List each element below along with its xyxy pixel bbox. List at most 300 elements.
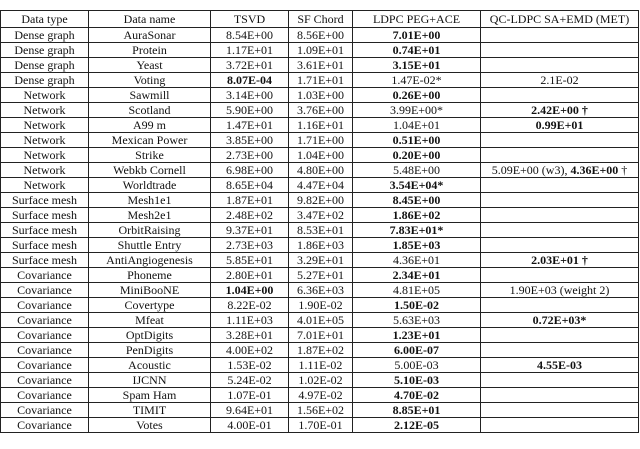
cell-data-type (1, 103, 89, 118)
cell-data-type (1, 178, 89, 193)
cell-value: 1.03E+00 (296, 88, 345, 102)
cell-value: Covariance (17, 388, 72, 402)
cell-value: 8.85E+01 (392, 403, 441, 417)
cell-sf-chord (289, 163, 353, 178)
table-row (1, 268, 639, 283)
cell-value: 2.34E+01 (392, 268, 441, 282)
cell-value: 1.02E-02 (298, 373, 343, 387)
cell-value: Mfeat (135, 313, 164, 327)
cell-value: 1.11E+03 (226, 313, 273, 327)
cell-value: 5.24E-02 (227, 373, 272, 387)
cell-qc-ldpc (481, 268, 639, 283)
cell-qc-ldpc (481, 343, 639, 358)
cell-value: Sawmill (129, 88, 170, 102)
cell-value: 1.85E+03 (392, 238, 441, 252)
cell-value: Shuttle Entry (117, 238, 182, 252)
cell-data-name (89, 73, 211, 88)
cell-sf-chord (289, 118, 353, 133)
cell-value: 2.48E+02 (225, 208, 274, 222)
table-row (1, 28, 639, 43)
cell-value: 1.53E-02 (227, 358, 272, 372)
cell-qc-ldpc (481, 358, 639, 373)
cell-ldpc (353, 208, 481, 223)
cell-qc-ldpc (481, 103, 639, 118)
cell-qc-ldpc (481, 208, 639, 223)
cell-ldpc (353, 163, 481, 178)
cell-qc-ldpc (481, 88, 639, 103)
cell-data-name (89, 208, 211, 223)
cell-qc-ldpc (481, 73, 639, 88)
cell-data-name (89, 148, 211, 163)
cell-sf-chord (289, 103, 353, 118)
cell-value: 5.48E+00 (392, 163, 441, 177)
cell-value: Strike (135, 148, 164, 162)
table-row (1, 418, 639, 433)
cell-qc-ldpc (481, 163, 639, 178)
cell-value: Webkb Cornell (113, 163, 186, 177)
cell-data-name (89, 58, 211, 73)
cell-sf-chord (289, 88, 353, 103)
cell-value: 5.85E+01 (225, 253, 274, 267)
cell-value: Covariance (17, 403, 72, 417)
cell-value: Dense graph (14, 58, 75, 72)
cell-ldpc (353, 418, 481, 433)
cell-value: 0.72E+03* (532, 313, 587, 327)
cell-value: AntiAngiogenesis (106, 253, 193, 267)
cell-value: Network (23, 118, 66, 132)
cell-value: 3.14E+00 (225, 88, 274, 102)
cell-value: 4.00E-01 (227, 418, 272, 432)
table-row (1, 253, 639, 268)
cell-value: 1.90E-02 (298, 298, 343, 312)
cell-tsvd (211, 28, 289, 43)
header-data-type: Data type (1, 11, 89, 28)
cell-value: 0.99E+01 (535, 118, 584, 132)
cell-value: 2.12E-05 (394, 418, 439, 432)
cell-data-name (89, 118, 211, 133)
cell-value: Network (23, 103, 66, 117)
cell-value: Surface mesh (12, 238, 77, 252)
cell-data-type (1, 133, 89, 148)
table-row (1, 88, 639, 103)
cell-sf-chord (289, 373, 353, 388)
cell-qc-ldpc (481, 403, 639, 418)
cell-value: 4.47E+04 (296, 178, 345, 192)
cell-value: 2.73E+00 (225, 148, 274, 162)
table-header (1, 11, 639, 28)
cell-sf-chord (289, 313, 353, 328)
cell-sf-chord (289, 28, 353, 43)
cell-qc-ldpc (481, 238, 639, 253)
table-row (1, 58, 639, 73)
table-row (1, 313, 639, 328)
cell-value: Mexican Power (111, 133, 188, 147)
cell-data-type (1, 73, 89, 88)
cell-tsvd (211, 193, 289, 208)
cell-value: 5.10E-03 (394, 373, 439, 387)
cell-data-name (89, 43, 211, 58)
table-row (1, 133, 639, 148)
cell-value: Votes (136, 418, 163, 432)
cell-value: 2.80E+01 (225, 268, 274, 282)
cell-data-type (1, 58, 89, 73)
cell-data-type (1, 313, 89, 328)
cell-ldpc (353, 133, 481, 148)
cell-value: PenDigits (125, 343, 174, 357)
cell-value: Surface mesh (12, 208, 77, 222)
cell-qc-ldpc (481, 133, 639, 148)
cell-value: Network (23, 133, 66, 147)
cell-ldpc (353, 358, 481, 373)
cell-value: 4.70E-02 (394, 388, 439, 402)
header-sf-chord: SF Chord (289, 11, 353, 28)
table-row (1, 178, 639, 193)
cell-value: 1.87E+02 (296, 343, 345, 357)
cell-sf-chord (289, 283, 353, 298)
cell-tsvd (211, 328, 289, 343)
cell-data-name (89, 283, 211, 298)
cell-value: 0.26E+00 (392, 88, 441, 102)
cell-ldpc (353, 73, 481, 88)
cell-qc-ldpc (481, 58, 639, 73)
cell-qc-ldpc (481, 178, 639, 193)
cell-data-name (89, 163, 211, 178)
cell-qc-ldpc (481, 193, 639, 208)
cell-ldpc (353, 253, 481, 268)
cell-value: 4.01E+05 (296, 313, 345, 327)
cell-data-name (89, 343, 211, 358)
cell-value: 1.56E+02 (296, 403, 345, 417)
cell-ldpc (353, 193, 481, 208)
cell-qc-ldpc (481, 298, 639, 313)
cell-value: Network (23, 88, 66, 102)
cell-data-name (89, 238, 211, 253)
table-row (1, 283, 639, 298)
cell-tsvd (211, 148, 289, 163)
cell-value: 1.90E+03 (weight 2) (509, 283, 610, 297)
cell-tsvd (211, 388, 289, 403)
table-row (1, 43, 639, 58)
cell-value: 0.20E+00 (392, 148, 441, 162)
cell-sf-chord (289, 208, 353, 223)
cell-value: Covariance (17, 283, 72, 297)
header-qc-ldpc: QC-LDPC SA+EMD (MET) (481, 11, 639, 28)
cell-value: 1.47E+01 (225, 118, 274, 132)
qc-value-best: 4.36E+00 (570, 163, 619, 177)
cell-value: 7.01E+00 (392, 28, 441, 42)
cell-tsvd (211, 418, 289, 433)
cell-value: 5.63E+03 (392, 313, 441, 327)
cell-ldpc (353, 88, 481, 103)
cell-value: 3.72E+01 (225, 58, 274, 72)
cell-ldpc (353, 298, 481, 313)
cell-value: 2.03E+01 † (531, 253, 588, 267)
cell-value: 1.71E+01 (296, 73, 345, 87)
table-row (1, 193, 639, 208)
cell-data-name (89, 403, 211, 418)
cell-value: Mesh2e1 (127, 208, 172, 222)
cell-data-name (89, 328, 211, 343)
table-row (1, 388, 639, 403)
cell-value: 9.82E+00 (296, 193, 345, 207)
cell-value: 1.86E+02 (392, 208, 441, 222)
cell-ldpc (353, 103, 481, 118)
cell-data-type (1, 418, 89, 433)
cell-ldpc (353, 313, 481, 328)
cell-value: 5.00E-03 (394, 358, 439, 372)
cell-value: 3.47E+02 (296, 208, 345, 222)
table-row (1, 223, 639, 238)
cell-tsvd (211, 223, 289, 238)
cell-ldpc (353, 178, 481, 193)
cell-value: 2.1E-02 (540, 73, 579, 87)
cell-data-type (1, 403, 89, 418)
cell-data-name (89, 373, 211, 388)
cell-tsvd (211, 238, 289, 253)
cell-value: Covariance (17, 418, 72, 432)
cell-sf-chord (289, 418, 353, 433)
cell-tsvd (211, 73, 289, 88)
cell-value: Covariance (17, 358, 72, 372)
cell-value: Network (23, 148, 66, 162)
cell-value: 4.81E+05 (392, 283, 441, 297)
cell-data-type (1, 343, 89, 358)
cell-data-name (89, 178, 211, 193)
cell-tsvd (211, 208, 289, 223)
cell-value: AuraSonar (123, 28, 176, 42)
cell-sf-chord (289, 268, 353, 283)
cell-ldpc (353, 223, 481, 238)
cell-value: 7.83E+01* (389, 223, 444, 237)
cell-value: 1.04E+01 (392, 118, 441, 132)
cell-ldpc (353, 238, 481, 253)
cell-data-name (89, 193, 211, 208)
cell-sf-chord (289, 388, 353, 403)
cell-qc-ldpc (481, 328, 639, 343)
cell-sf-chord (289, 148, 353, 163)
cell-ldpc (353, 403, 481, 418)
cell-value: 1.47E-02* (391, 73, 442, 87)
cell-qc-ldpc (481, 148, 639, 163)
cell-tsvd (211, 43, 289, 58)
cell-value: Dense graph (14, 43, 75, 57)
cell-tsvd (211, 178, 289, 193)
cell-tsvd (211, 403, 289, 418)
cell-sf-chord (289, 73, 353, 88)
cell-value: 8.65E+04 (225, 178, 274, 192)
cell-data-name (89, 298, 211, 313)
cell-value: Surface mesh (12, 193, 77, 207)
cell-value: OptDigits (125, 328, 174, 342)
cell-value: 6.98E+00 (225, 163, 274, 177)
table-row (1, 148, 639, 163)
cell-sf-chord (289, 43, 353, 58)
cell-data-name (89, 28, 211, 43)
cell-data-type (1, 328, 89, 343)
cell-tsvd (211, 283, 289, 298)
table-row (1, 208, 639, 223)
cell-value: 0.74E+01 (392, 43, 441, 57)
header-ldpc: LDPC PEG+ACE (353, 11, 481, 28)
cell-value: MiniBooNE (119, 283, 180, 297)
cell-sf-chord (289, 58, 353, 73)
cell-data-type (1, 298, 89, 313)
cell-value: 4.97E-02 (298, 388, 343, 402)
cell-sf-chord (289, 238, 353, 253)
cell-tsvd (211, 298, 289, 313)
table-row (1, 343, 639, 358)
cell-value: 8.45E+00 (392, 193, 441, 207)
cell-tsvd (211, 163, 289, 178)
cell-ldpc (353, 58, 481, 73)
cell-ldpc (353, 388, 481, 403)
table-row (1, 118, 639, 133)
cell-value: 1.87E+01 (225, 193, 274, 207)
cell-ldpc (353, 283, 481, 298)
cell-value: 9.37E+01 (225, 223, 274, 237)
cell-data-name (89, 268, 211, 283)
cell-data-type (1, 148, 89, 163)
table-body (1, 28, 639, 433)
cell-tsvd (211, 118, 289, 133)
cell-data-type (1, 163, 89, 178)
cell-data-type (1, 373, 89, 388)
table-row (1, 298, 639, 313)
cell-qc-ldpc (481, 28, 639, 43)
cell-value: Network (23, 178, 66, 192)
cell-data-type (1, 208, 89, 223)
header-tsvd: TSVD (211, 11, 289, 28)
cell-data-name (89, 388, 211, 403)
cell-qc-ldpc (481, 283, 639, 298)
cell-value: A99 m (133, 118, 166, 132)
cell-qc-ldpc (481, 313, 639, 328)
cell-value: OrbitRaising (118, 223, 181, 237)
cell-value: 3.85E+00 (225, 133, 274, 147)
cell-value: 3.15E+01 (392, 58, 441, 72)
cell-value: Covertype (124, 298, 175, 312)
cell-value: 4.80E+00 (296, 163, 345, 177)
cell-data-type (1, 223, 89, 238)
qc-value-plain: 5.09E+00 (w3), (491, 163, 571, 177)
qc-value-mark: † (618, 163, 628, 177)
cell-qc-ldpc (481, 223, 639, 238)
cell-value: Dense graph (14, 73, 75, 87)
cell-value: 0.51E+00 (392, 133, 441, 147)
cell-value: 1.17E+01 (225, 43, 274, 57)
cell-data-type (1, 118, 89, 133)
cell-value: Surface mesh (12, 253, 77, 267)
table-row (1, 403, 639, 418)
table-row (1, 358, 639, 373)
cell-ldpc (353, 43, 481, 58)
cell-value: 3.99E+00* (389, 103, 444, 117)
cell-data-name (89, 418, 211, 433)
results-table (0, 10, 639, 433)
cell-sf-chord (289, 328, 353, 343)
cell-value: Covariance (17, 343, 72, 357)
cell-ldpc (353, 28, 481, 43)
cell-data-name (89, 103, 211, 118)
cell-value: Mesh1e1 (127, 193, 172, 207)
cell-ldpc (353, 268, 481, 283)
cell-value: Network (23, 163, 66, 177)
cell-value: 8.07E-04 (227, 73, 272, 87)
cell-data-type (1, 43, 89, 58)
cell-tsvd (211, 313, 289, 328)
cell-value: IJCNN (132, 373, 167, 387)
cell-data-name (89, 223, 211, 238)
cell-value: Scotland (128, 103, 171, 117)
cell-value: 2.42E+00 † (531, 103, 588, 117)
cell-value: 4.55E-03 (537, 358, 582, 372)
cell-sf-chord (289, 343, 353, 358)
table-row (1, 73, 639, 88)
cell-tsvd (211, 58, 289, 73)
cell-sf-chord (289, 133, 353, 148)
table-row (1, 238, 639, 253)
cell-value: Voting (133, 73, 166, 87)
cell-tsvd (211, 103, 289, 118)
cell-value: Worldtrade (122, 178, 177, 192)
cell-ldpc (353, 118, 481, 133)
cell-value: Covariance (17, 373, 72, 387)
cell-value: 1.86E+03 (296, 238, 345, 252)
cell-value: 8.53E+01 (296, 223, 345, 237)
cell-value: 3.28E+01 (225, 328, 274, 342)
cell-value: Phoneme (127, 268, 172, 282)
cell-data-type (1, 238, 89, 253)
cell-ldpc (353, 328, 481, 343)
cell-value: 1.70E-01 (298, 418, 343, 432)
cell-tsvd (211, 358, 289, 373)
table-row (1, 163, 639, 178)
cell-value: 5.27E+01 (296, 268, 345, 282)
cell-value: Covariance (17, 313, 72, 327)
cell-data-name (89, 253, 211, 268)
cell-value: 6.00E-07 (394, 343, 439, 357)
cell-value: 1.09E+01 (296, 43, 345, 57)
cell-value: Protein (132, 43, 167, 57)
cell-ldpc (353, 373, 481, 388)
cell-value: 3.76E+00 (296, 103, 345, 117)
cell-sf-chord (289, 298, 353, 313)
cell-qc-ldpc (481, 43, 639, 58)
cell-sf-chord (289, 223, 353, 238)
cell-data-type (1, 88, 89, 103)
cell-qc-ldpc (481, 253, 639, 268)
cell-value: 1.71E+00 (296, 133, 345, 147)
cell-data-type (1, 268, 89, 283)
cell-value: 3.61E+01 (296, 58, 345, 72)
cell-value: TIMIT (132, 403, 167, 417)
cell-data-name (89, 358, 211, 373)
cell-value: Surface mesh (12, 223, 77, 237)
cell-value: Acoustic (128, 358, 171, 372)
cell-value: 8.56E+00 (296, 28, 345, 42)
cell-data-type (1, 253, 89, 268)
cell-value: Covariance (17, 328, 72, 342)
cell-value: 9.64E+01 (225, 403, 274, 417)
table-row (1, 103, 639, 118)
cell-tsvd (211, 268, 289, 283)
cell-data-name (89, 133, 211, 148)
cell-value: 1.04E+00 (296, 148, 345, 162)
cell-value: 1.50E-02 (394, 298, 439, 312)
cell-value: Yeast (136, 58, 163, 72)
table-row (1, 328, 639, 343)
cell-value: 6.36E+03 (296, 283, 345, 297)
